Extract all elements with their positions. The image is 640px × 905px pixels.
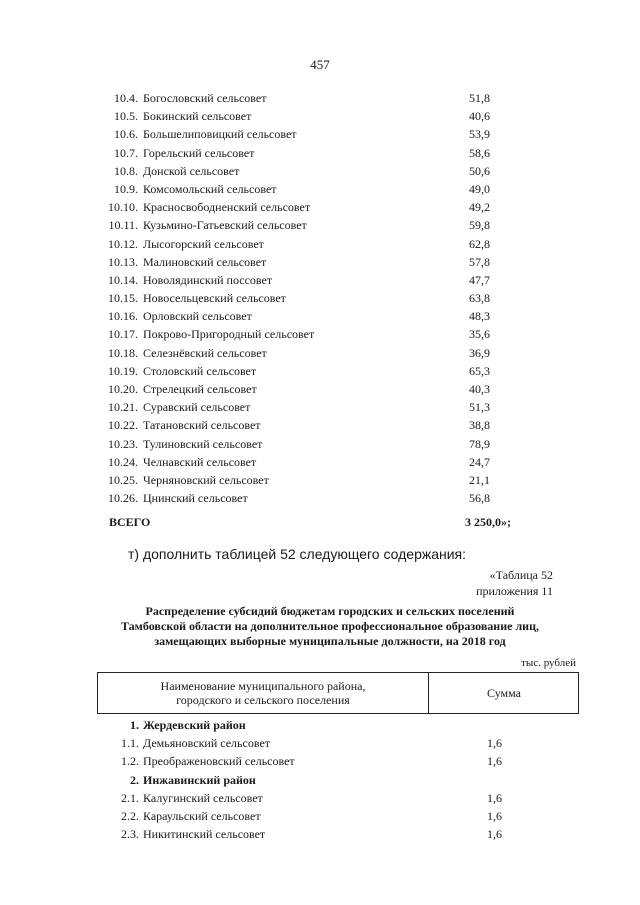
row-number: 10.22. bbox=[108, 418, 138, 433]
units-label: тыс. рублей bbox=[521, 657, 576, 669]
table-row bbox=[105, 344, 515, 362]
row-value: 65,3 bbox=[469, 363, 490, 378]
table-row bbox=[105, 235, 515, 253]
column-header-name-line2: городского и сельского поселения bbox=[176, 693, 350, 707]
row-value: 21,1 bbox=[469, 472, 490, 487]
total-value: 3 250,0»; bbox=[465, 515, 511, 529]
row-number: 10.15. bbox=[108, 291, 138, 306]
table-reference-line1: «Таблица 52 bbox=[489, 568, 553, 582]
total-row bbox=[109, 513, 511, 531]
row-name: Демьяновский сельсовет bbox=[143, 736, 271, 751]
table-row bbox=[105, 807, 585, 825]
table-row bbox=[105, 125, 515, 143]
column-header-name-line1: Наименование муниципального района, bbox=[160, 679, 366, 693]
row-name: Инжавинский район bbox=[143, 772, 256, 787]
row-number: 10.6. bbox=[114, 127, 138, 142]
row-number: 10.9. bbox=[114, 181, 138, 196]
table-row bbox=[105, 271, 515, 289]
row-number: 10.26. bbox=[108, 491, 138, 506]
district-row bbox=[105, 716, 585, 734]
table-row bbox=[105, 289, 515, 307]
column-header-name bbox=[98, 673, 428, 713]
row-value: 57,8 bbox=[469, 254, 490, 269]
row-number: 1.2. bbox=[121, 754, 139, 769]
row-name: Горельский сельсовет bbox=[143, 145, 255, 160]
total-label: ВСЕГО bbox=[109, 515, 151, 529]
row-number: 10.25. bbox=[108, 472, 138, 487]
row-value: 59,8 bbox=[469, 218, 490, 233]
row-number: 10.14. bbox=[108, 272, 138, 287]
row-value: 40,3 bbox=[469, 382, 490, 396]
row-value: 63,8 bbox=[469, 291, 490, 306]
row-value: 51,8 bbox=[469, 91, 490, 105]
row-number: 10.12. bbox=[108, 236, 138, 251]
row-value: 1,6 bbox=[487, 808, 502, 823]
row-value: 38,8 bbox=[469, 418, 490, 433]
row-number: 2.2. bbox=[121, 808, 139, 823]
row-name: Цнинский сельсовет bbox=[143, 491, 248, 506]
row-number: 10.7. bbox=[114, 145, 138, 160]
table-reference-line2: приложения 11 bbox=[476, 584, 553, 598]
row-value: 40,6 bbox=[469, 109, 490, 124]
row-number: 10.23. bbox=[108, 436, 138, 451]
row-value: 1,6 bbox=[487, 790, 502, 805]
row-number: 10.17. bbox=[108, 327, 138, 342]
row-name: Караульский сельсовет bbox=[143, 808, 261, 823]
row-name: Орловский сельсовет bbox=[143, 309, 252, 324]
table-row bbox=[105, 416, 515, 434]
row-number: 10.5. bbox=[114, 109, 138, 124]
row-name: Донской сельсовет bbox=[143, 163, 240, 178]
row-name: Стрелецкий сельсовет bbox=[143, 382, 257, 396]
row-value: 1,6 bbox=[487, 736, 502, 751]
row-number: 10.8. bbox=[114, 163, 138, 178]
table-heading-line3: замещающих выборные муниципальные должности, на 2018 год bbox=[154, 634, 506, 648]
table-row bbox=[105, 398, 515, 416]
row-number: 10.18. bbox=[108, 345, 138, 360]
row-number: 2. bbox=[130, 772, 139, 787]
row-name: Никитинский сельсовет bbox=[143, 827, 266, 842]
table-row bbox=[105, 380, 515, 398]
row-number: 10.21. bbox=[108, 400, 138, 415]
row-name: Комсомольский сельсовет bbox=[143, 181, 277, 196]
district-row bbox=[105, 771, 585, 789]
row-number: 1.1. bbox=[121, 736, 139, 751]
table-row bbox=[105, 325, 515, 343]
row-name: Кузьмино-Гатьевский сельсовет bbox=[143, 218, 307, 233]
row-value: 36,9 bbox=[469, 345, 490, 360]
row-number: 2.3. bbox=[121, 827, 139, 842]
column-header-sum: Сумма bbox=[487, 685, 521, 700]
row-value: 78,9 bbox=[469, 436, 490, 451]
row-value: 1,6 bbox=[487, 754, 502, 769]
row-number: 10.19. bbox=[108, 363, 138, 378]
row-name: Черняновский сельсовет bbox=[143, 472, 269, 487]
row-name: Жердевский район bbox=[143, 718, 246, 732]
table-row bbox=[105, 825, 585, 843]
row-number: 10.4. bbox=[114, 91, 138, 105]
row-name: Калугинский сельсовет bbox=[143, 790, 263, 805]
row-value: 53,9 bbox=[469, 127, 490, 142]
row-value: 35,6 bbox=[469, 327, 490, 342]
subsidy-list-1 bbox=[105, 89, 515, 507]
row-name: Селезнёвский сельсовет bbox=[143, 345, 267, 360]
row-name: Челнавский сельсовет bbox=[143, 454, 257, 469]
table-reference bbox=[476, 567, 553, 599]
row-value: 50,6 bbox=[469, 163, 490, 178]
table-row bbox=[105, 107, 515, 125]
row-value: 47,7 bbox=[469, 272, 490, 287]
row-value: 58,6 bbox=[469, 145, 490, 160]
row-value: 48,3 bbox=[469, 309, 490, 324]
row-name: Красносвободненский сельсовет bbox=[143, 200, 311, 215]
row-value: 51,3 bbox=[469, 400, 490, 415]
table-row bbox=[105, 144, 515, 162]
row-name: Суравский сельсовет bbox=[143, 400, 251, 415]
table-row bbox=[105, 752, 585, 770]
row-name: Преображеновский сельсовет bbox=[143, 754, 295, 769]
row-name: Бокинский сельсовет bbox=[143, 109, 252, 124]
table-heading-line2: Тамбовской области на дополнительное профессиональное образование лиц, bbox=[120, 619, 540, 633]
row-value: 49,0 bbox=[469, 181, 490, 196]
row-number: 10.20. bbox=[108, 382, 138, 396]
page-number: 457 bbox=[310, 57, 330, 72]
row-name: Новолядинский поссовет bbox=[143, 272, 273, 287]
row-number: 2.1. bbox=[121, 790, 139, 805]
row-value: 56,8 bbox=[469, 491, 490, 506]
row-name: Татановский сельсовет bbox=[143, 418, 261, 433]
table-row bbox=[105, 471, 515, 489]
row-name: Тулиновский сельсовет bbox=[143, 436, 263, 451]
table-row bbox=[105, 216, 515, 234]
row-number: 10.16. bbox=[108, 309, 138, 324]
row-value: 1,6 bbox=[487, 827, 502, 842]
row-number: 10.13. bbox=[108, 254, 138, 269]
table-row bbox=[105, 789, 585, 807]
table-row bbox=[105, 435, 515, 453]
table-row bbox=[105, 162, 515, 180]
row-name: Лысогорский сельсовет bbox=[143, 236, 264, 251]
row-name: Малиновский сельсовет bbox=[143, 254, 267, 269]
instruction-text: т) дополнить таблицей 52 следующего содержания: bbox=[128, 546, 467, 562]
subsidy-list-2 bbox=[105, 716, 585, 843]
table-header bbox=[97, 672, 579, 714]
row-number: 10.11. bbox=[108, 218, 138, 233]
row-name: Богословский сельсовет bbox=[143, 91, 267, 105]
row-number: 10.24. bbox=[108, 454, 138, 469]
row-value: 49,2 bbox=[469, 200, 490, 215]
row-value: 24,7 bbox=[469, 454, 490, 469]
table-heading bbox=[110, 604, 550, 649]
table-row bbox=[105, 734, 585, 752]
row-name: Большелиповицкий сельсовет bbox=[143, 127, 297, 142]
table-row bbox=[105, 253, 515, 271]
table-heading-line1: Распределение субсидий бюджетам городских и сельских поселений bbox=[145, 604, 515, 618]
table-row bbox=[105, 453, 515, 471]
row-number: 10.10. bbox=[108, 200, 138, 215]
row-name: Покрово-Пригородный сельсовет bbox=[143, 327, 315, 342]
row-name: Столовский сельсовет bbox=[143, 363, 257, 378]
table-row bbox=[105, 362, 515, 380]
row-number: 1. bbox=[130, 718, 139, 732]
row-name: Новосельцевский сельсовет bbox=[143, 291, 286, 306]
table-row bbox=[105, 180, 515, 198]
table-row bbox=[105, 307, 515, 325]
table-row bbox=[105, 489, 515, 507]
row-value: 62,8 bbox=[469, 236, 490, 251]
table-row bbox=[105, 198, 515, 216]
table-row bbox=[105, 89, 515, 107]
